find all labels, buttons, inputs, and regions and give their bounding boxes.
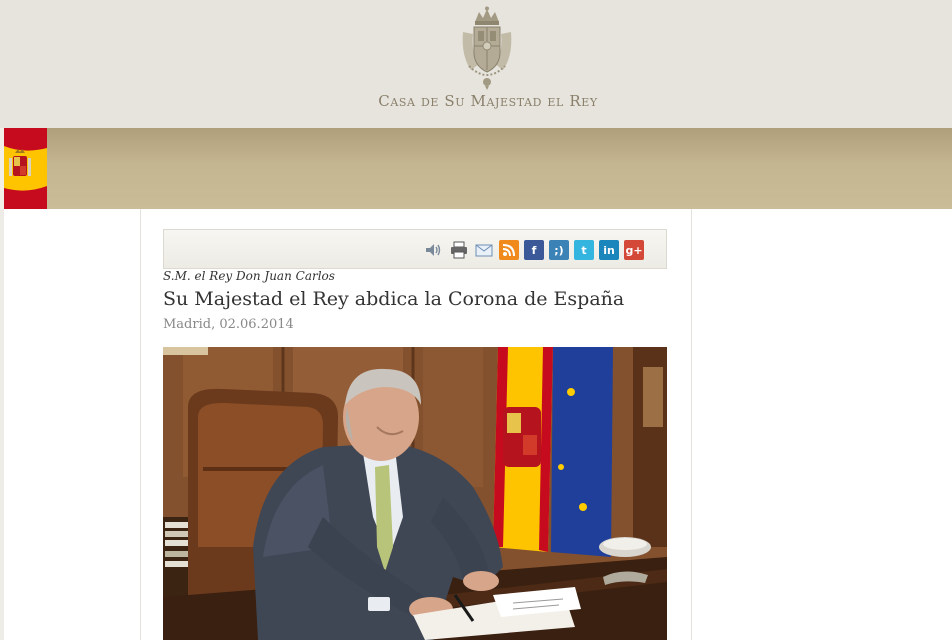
site-title[interactable]: Casa de Su Majestad el Rey [378, 92, 598, 110]
share-toolbar [163, 229, 667, 269]
linkedin-icon[interactable]: in [599, 240, 619, 260]
email-icon[interactable] [474, 240, 494, 260]
header-banner [0, 128, 952, 209]
rss-icon[interactable] [499, 240, 519, 260]
site-header [0, 0, 952, 128]
royal-crest-icon[interactable] [457, 6, 517, 90]
spanish-flag-icon [4, 128, 47, 209]
audio-icon[interactable] [424, 240, 444, 260]
article-category[interactable]: S.M. el Rey Don Juan Carlos [163, 269, 335, 283]
tuenti-icon[interactable]: ;) [549, 240, 569, 260]
facebook-icon[interactable]: f [524, 240, 544, 260]
article-dateline: Madrid, 02.06.2014 [163, 317, 294, 332]
left-margin [0, 209, 4, 640]
article-photo[interactable] [163, 347, 667, 640]
twitter-icon[interactable]: t [574, 240, 594, 260]
share-icons [424, 240, 644, 260]
print-icon[interactable] [449, 240, 469, 260]
article-title: Su Majestad el Rey abdica la Corona de España [163, 288, 625, 310]
article-column [140, 209, 692, 640]
google-plus-icon[interactable]: g+ [624, 240, 644, 260]
